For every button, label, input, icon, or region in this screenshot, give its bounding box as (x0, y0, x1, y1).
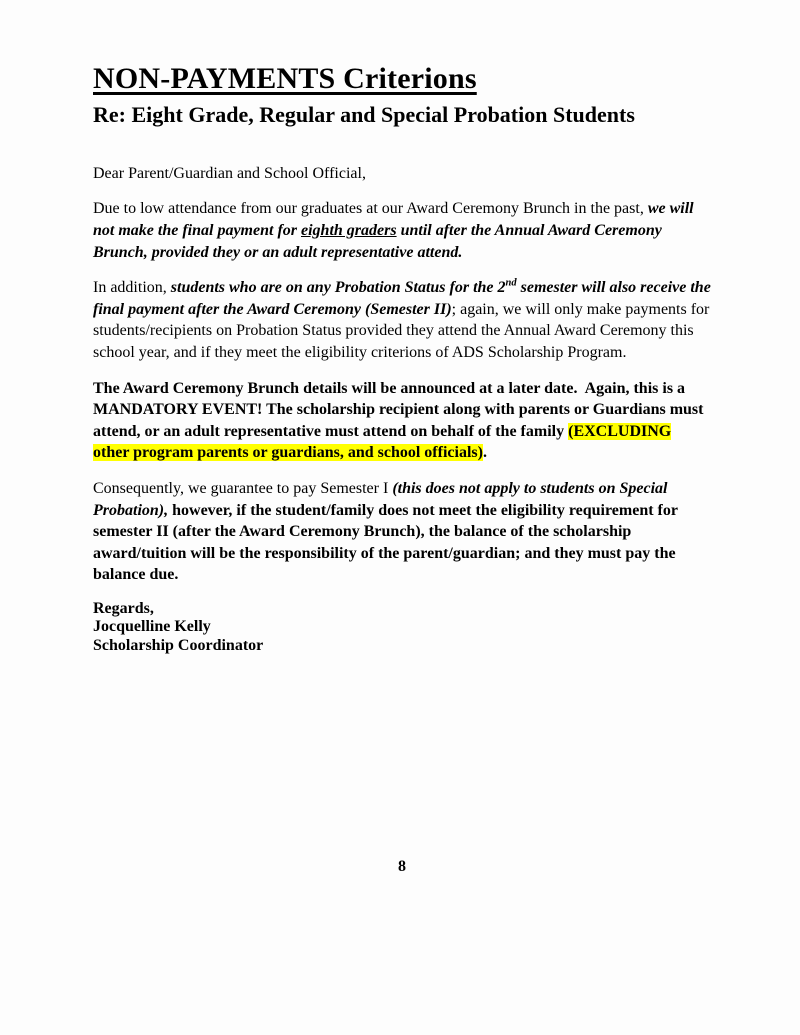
page-subtitle: Re: Eight Grade, Regular and Special Probation Students (93, 101, 635, 127)
text-run-bold-italic: semester will also receive the final payment after the Award Ceremony (Semester II) (93, 279, 711, 318)
text-run-bold-italic: (this does not apply to students on Special Probation), (93, 479, 668, 519)
signature-block (93, 600, 711, 656)
page-title (93, 62, 705, 97)
text-run: Due to low attendance from our graduates at our Award Ceremony Brunch in the past, (93, 200, 648, 218)
text-run: ; again, we will only make payments for students/recipients on Probation Status provided they attend the Annual Award Ceremony this school year, and if they meet the eligibility criterions of ADS Scholarship Program. (93, 300, 710, 361)
signature-name: Jocquelline Kelly (93, 618, 211, 636)
text-run-bold-italic: until after the Annual Award Ceremony Brunch, provided they or an adult representative attend. (93, 221, 662, 261)
text-run-bold: . (482, 444, 487, 462)
text-run-bold: however, if the student/family does not meet the eligibility requirement for semester II (after the Award Ceremony Brunch), the balance of the scholarship award/tuition will be the responsibility of the parent/guardian; and they must pay the balance due. (93, 501, 678, 584)
page-title-text: NON-PAYMENTS Criterions (93, 62, 477, 95)
paragraph-attendance (93, 198, 711, 263)
paragraph-guarantee (93, 478, 711, 586)
text-run: In addition, (93, 279, 171, 297)
text-run-bold-italic: students who are on any Probation Status for the 2 (170, 279, 506, 297)
paragraph-probation (93, 277, 711, 363)
superscript-ordinal: nd (505, 277, 517, 289)
text-run: Consequently, we guarantee to pay Semester I (93, 479, 393, 497)
signature-title: Scholarship Coordinator (93, 636, 264, 654)
greeting-line: Dear Parent/Guardian and School Official, (93, 164, 366, 182)
text-run-bold-italic: we will not make the final payment for (93, 200, 694, 239)
highlighted-text: (EXCLUDING other program parents or guardians, and school officials) (93, 422, 672, 462)
text-run-underlined: eighth graders (301, 221, 397, 239)
paragraph-mandatory-event (93, 378, 711, 464)
signature-closing: Regards, (93, 599, 154, 617)
page-number: 8 (398, 858, 406, 875)
text-run-bold: The Award Ceremony Brunch details will be announced at a later date. Again, this is a MANDATORY EVENT! The scholarship recipient along with parents or Guardians must attend, or an adult representative must attend on behalf of the family (93, 379, 704, 440)
